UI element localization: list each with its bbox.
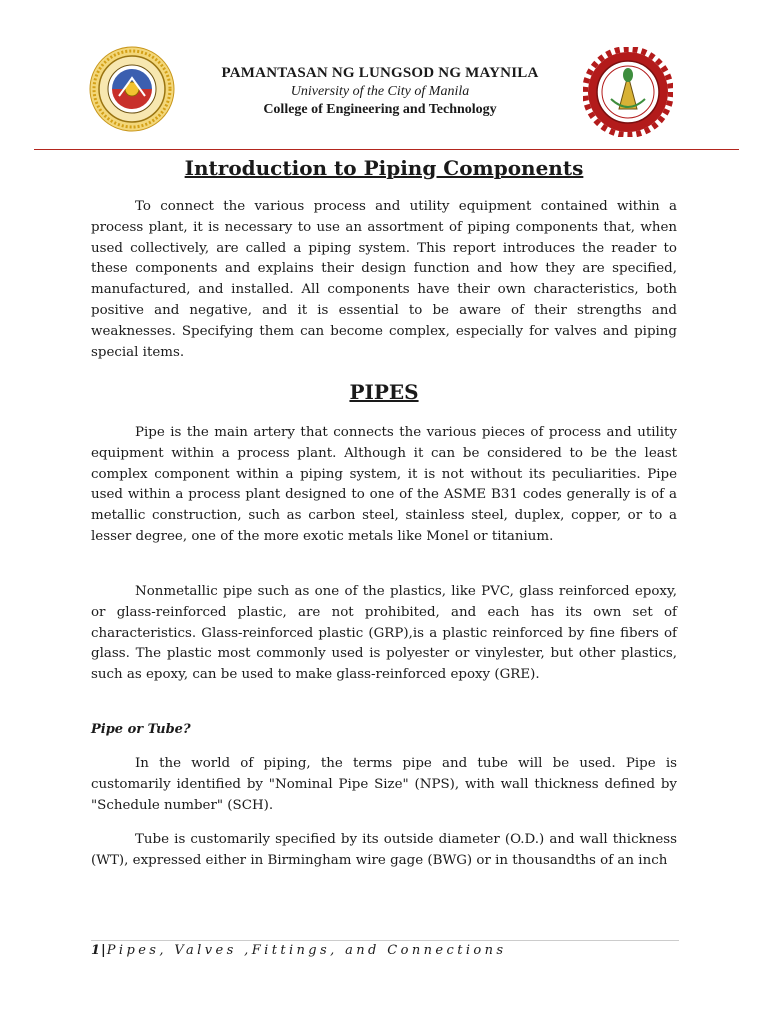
pipes-paragraph-4: Tube is customarily specified by its outside diameter (O.D.) and wall thickness (WT), expressed either in Birmingham wire gage (BWG) or in thousandths of an inch <box>91 832 677 868</box>
page-footer <box>91 942 506 960</box>
header-divider <box>34 149 739 150</box>
letterhead <box>0 0 768 150</box>
page-title: Introduction to Piping Components <box>184 156 584 180</box>
subheading-pipe-or-tube: Pipe or Tube? <box>91 722 191 737</box>
letterhead-text <box>180 63 580 120</box>
pipes-paragraph-3: In the world of piping, the terms pipe and tube will be used. Pipe is customarily identified by "Nominal Pipe Size" (NPS), with wall thickness defined by "Schedule number" (SCH). <box>91 756 677 813</box>
running-title: Pipes, Valves ,Fittings, and Connections <box>106 943 507 958</box>
page-number: 1 <box>91 943 102 958</box>
footer-separator: | <box>101 943 107 958</box>
pipes-paragraph-1: Pipe is the main artery that connects the various pieces of process and utility equipment within a process plant. Although it can be considered to be the least complex component within a piping system, it is not without its peculiarities. Pipe used within a process plant designed to one of the ASME B31 codes generally is of a metallic construction, such as carbon steel, stainless steel, duplex, copper, or to a lesser degree, one of the more exotic metals like Monel or titanium. <box>91 425 677 544</box>
pipes-paragraph-2: Nonmetallic pipe such as one of the plastics, like PVC, glass reinforced epoxy, or glass-reinforced plastic, are not prohibited, and each has its own set of characteristics. Glass-reinforced plastic (GRP),is a plastic reinforced by fine fibers of glass. The plastic most commonly used is polyester or vinylester, but other plastics, such as epoxy, can be used to make glass-reinforced epoxy (GRE). <box>91 584 677 683</box>
section-heading-pipes: PIPES <box>349 380 419 404</box>
university-seal-left <box>89 44 175 134</box>
college-seal-right <box>583 47 673 137</box>
university-name: PAMANTASAN NG LUNGSOD NG MAYNILA <box>221 65 539 81</box>
intro-paragraph: To connect the various process and utility equipment contained within a process plant, it is necessary to use an assortment of piping components that, when used collectively, are called a piping system. This report introduces the reader to these components and explains their design function and how they are specified, manufactured, and installed. All components have their own characteristics, both positive and negative, and it is essential to be aware of their strengths and weaknesses. Specifying them can become complex, especially for valves and piping special items. <box>91 199 677 360</box>
seal-right-flame <box>623 68 633 82</box>
college-name: College of Engineering and Technology <box>263 102 497 117</box>
university-english-name: University of the City of Manila <box>290 84 470 99</box>
footer-divider <box>91 940 679 941</box>
